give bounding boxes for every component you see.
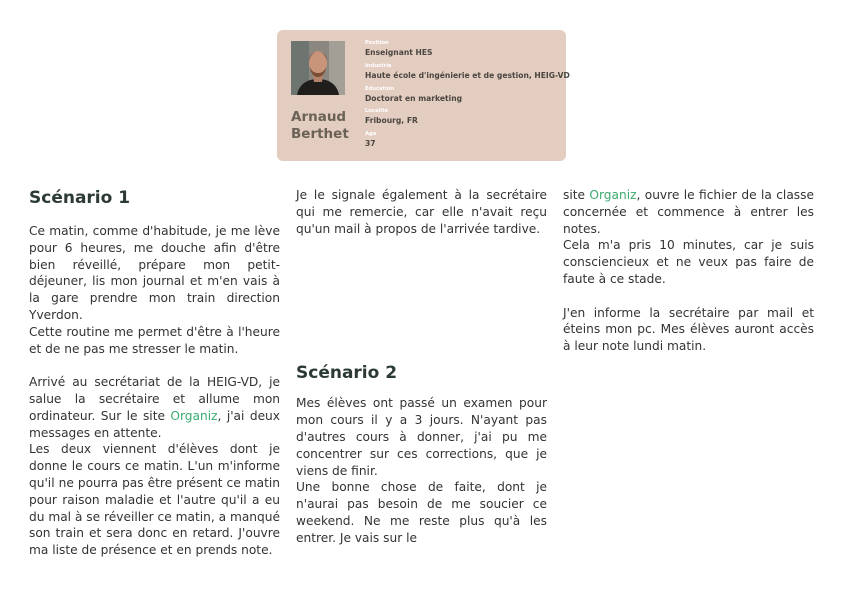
field-value: Enseignant HES	[365, 48, 433, 57]
location-field	[365, 108, 563, 131]
scenario-1-paragraph	[29, 374, 280, 441]
scenario-2-paragraph: Mes élèves ont passé un examen pour mon cours il y a 3 jours. N'ayant pas d'autres cours à donner, j'ai pu me concentrer sur ces corrections, que je viens de finir.	[296, 396, 547, 478]
field-value: Doctorat en marketing	[365, 93, 463, 103]
scenario-2-title: Scénario 2	[296, 363, 398, 384]
scenario-1-continuation: Je le signale également à la secrétaire qui me remercie, car elle n'avait reçu qu'un mail à propos de l'arrivée tardive.	[296, 188, 547, 236]
industry-field	[365, 62, 570, 86]
persona-card	[277, 30, 570, 161]
field-value: Haute école d'ingénierie et de gestion, HEIG-VD	[365, 70, 570, 80]
education-field	[365, 86, 563, 109]
column-3	[563, 187, 814, 355]
persona-last-name: Berthet	[291, 126, 349, 142]
scenario-2-paragraph: Une bonne chose de faite, dont je n'aurai pas besoin de me soucier ce weekend. Ne me reste plus qu'à les entrer. Je vais sur le	[296, 480, 547, 545]
field-label: Position	[365, 40, 389, 46]
organiz-link[interactable]: Organiz	[589, 188, 637, 202]
persona-photo	[291, 41, 345, 95]
field-value: Fribourg, FR	[365, 116, 418, 126]
scenario-1-title: Scénario 1	[29, 188, 131, 208]
scenario-1-paragraph: Cette routine me permet d'être à l'heure et de ne pas me stresser le matin.	[29, 324, 280, 356]
field-label: Age	[365, 131, 377, 138]
field-value: 37	[365, 139, 376, 149]
text: , ouvre le fichier de la classe concernée et commence à entrer les notes.	[563, 188, 814, 236]
age-field	[365, 131, 563, 154]
field-label: Localité	[365, 108, 388, 115]
scenario-2-paragraph: Cela m'a pris 10 minutes, car je suis consciencieux et ne veux pas faire de faute à ce stade.	[563, 238, 814, 286]
scenario-1-paragraph: Ce matin, comme d'habitude, je me lève pour 6 heures, me douche afin d'être bien réveillé, prépare mon petit-déjeuner, lis mon journal et m'en vais à la gare prendre mon train direction Yverdon.	[29, 224, 280, 322]
text: , j'ai deux messages en attente.	[29, 408, 280, 440]
organiz-link[interactable]: Organiz	[170, 408, 218, 423]
scenario-2-paragraph	[563, 187, 814, 237]
text: Arrivé au secrétariat de la HEIG-VD, je salue la secrétaire et allume mon ordinateur. Sur le site	[29, 375, 280, 423]
field-label: Industrie	[365, 62, 392, 69]
persona-first-name: Arnaud	[291, 109, 347, 125]
position-field	[365, 40, 563, 63]
column-2	[296, 187, 547, 547]
scenario-1-paragraph: Les deux viennent d'élèves dont je donne le cours ce matin. L'un m'informe qu'il ne pourra pas être présent ce matin pour raison maladie et l'autre qu'il a eu du mal à se réveiller ce matin, a manqué son train et sera donc en retard. J'ouvre ma liste de présence et en prends note.	[29, 442, 280, 558]
persona-info	[365, 40, 570, 154]
field-label: Education	[365, 85, 395, 92]
persona-name	[291, 109, 361, 143]
text: site	[563, 188, 590, 202]
column-1	[29, 187, 280, 559]
scenario-2-paragraph: J'en informe la secrétaire par mail et éteins mon pc. Mes élèves auront accès à leur note lundi matin.	[563, 305, 814, 354]
